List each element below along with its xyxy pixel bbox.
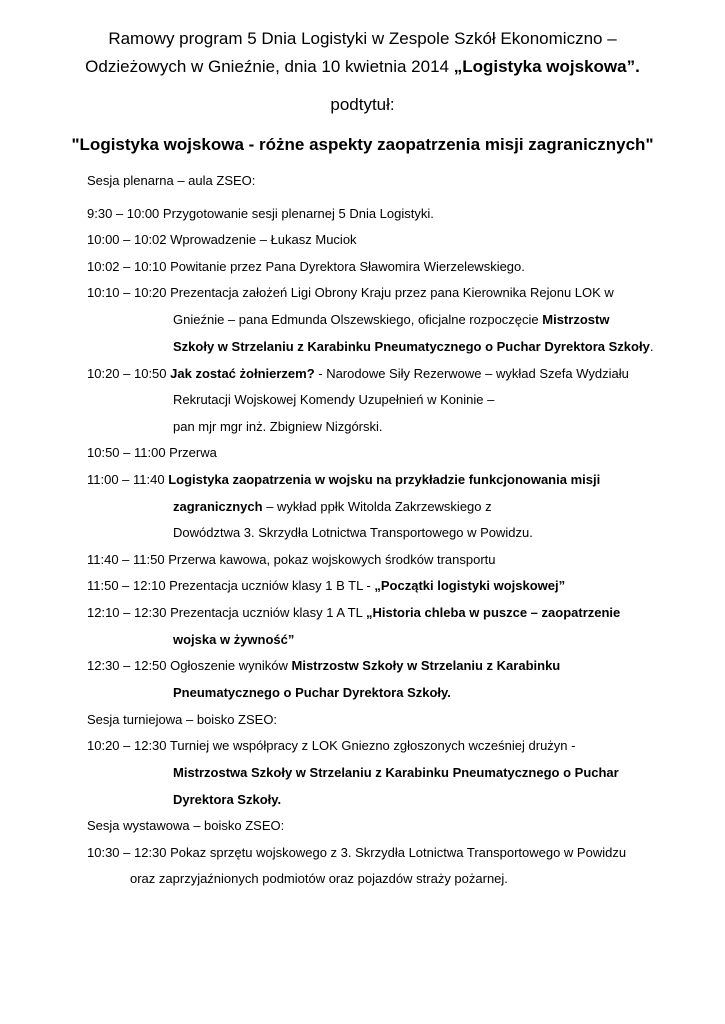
text-bold: „Historia chleba w puszce – zaopatrzenie — [365, 605, 621, 620]
text-plain: – wykład ppłk Witolda Zakrzewskiego z — [262, 499, 492, 514]
session-plenary-heading: Sesja plenarna – aula ZSEO: — [87, 173, 256, 188]
text-bold: Mistrzostwa Szkoły w Strzelaniu z Karabinku Pneumatycznego o Puchar — [173, 765, 619, 780]
text-bold: Dyrektora Szkoły. — [173, 792, 282, 807]
text-plain: 11:50 – 12:10 Prezentacja uczniów klasy 1 B TL - — [87, 578, 375, 593]
session-exhibition-heading: Sesja wystawowa – boisko ZSEO: — [87, 818, 285, 833]
program-item-continuation — [173, 499, 492, 515]
text-bold: „Początki logistyki wojskowej” — [374, 578, 566, 593]
program-item — [87, 658, 560, 674]
program-item-continuation — [173, 792, 281, 808]
text-plain: 11:00 – 11:40 — [87, 472, 169, 487]
subtitle-label: podtytuł: — [330, 95, 395, 114]
program-item: 11:40 – 11:50 Przerwa kawowa, pokaz wojskowych środków transportu — [87, 552, 496, 567]
text-bold: Mistrzostw — [542, 312, 610, 327]
program-item: 10:00 – 10:02 Wprowadzenie – Łukasz Muciok — [87, 232, 357, 247]
program-item: 10:50 – 11:00 Przerwa — [87, 445, 217, 460]
text-plain: - Narodowe Siły Rezerwowe – wykład Szefa Wydziału — [314, 366, 629, 381]
program-item — [87, 366, 629, 382]
program-item: 10:10 – 10:20 Prezentacja założeń Ligi Obrony Kraju przez pana Kierownika Rejonu LOK w — [87, 285, 614, 300]
program-item-continuation — [173, 339, 653, 355]
text-bold: Pneumatycznego o Puchar Dyrektora Szkoły. — [173, 685, 451, 700]
text-plain: 12:30 – 12:50 Ogłoszenie wyników — [87, 658, 292, 673]
title-line-2-plain: Odzieżowych w Gnieźnie, dnia 10 kwietnia 2014 — [85, 57, 454, 76]
title-line-2-bold: „Logistyka wojskowa”. — [453, 57, 640, 76]
program-item-continuation: oraz zaprzyjaźnionych podmiotów oraz pojazdów straży pożarnej. — [130, 871, 508, 886]
text-bold: wojska w żywność” — [173, 632, 295, 647]
program-item: 9:30 – 10:00 Przygotowanie sesji plenarnej 5 Dnia Logistyki. — [87, 206, 434, 221]
program-item — [87, 472, 600, 488]
program-item-continuation: pan mjr mgr inż. Zbigniew Nizgórski. — [173, 419, 383, 434]
program-item-continuation: Dowództwa 3. Skrzydła Lotnictwa Transportowego w Powidzu. — [173, 525, 533, 540]
title-line-1: Ramowy program 5 Dnia Logistyki w Zespole Szkół Ekonomiczno – — [108, 29, 617, 48]
text-bold: Mistrzostw Szkoły w Strzelaniu z Karabinku — [291, 658, 561, 673]
program-item-continuation: Rekrutacji Wojskowej Komendy Uzupełnień w Koninie – — [173, 392, 495, 407]
program-item-continuation — [173, 765, 619, 781]
text-bold: Jak zostać żołnierzem? — [170, 366, 315, 381]
program-item: 10:02 – 10:10 Powitanie przez Pana Dyrektora Sławomira Wierzelewskiego. — [87, 259, 525, 274]
text-plain: 12:10 – 12:30 Prezentacja uczniów klasy 1 A TL — [87, 605, 366, 620]
text-bold: Logistyka zaopatrzenia w wojsku na przykładzie funkcjonowania misji — [168, 472, 601, 487]
text-plain: . — [649, 339, 654, 354]
text-plain: 10:20 – 10:50 — [87, 366, 171, 381]
program-item-continuation — [173, 632, 294, 648]
title-line-2 — [0, 57, 725, 77]
program-item — [87, 578, 565, 594]
program-item-continuation — [173, 685, 451, 701]
session-tournament-heading: Sesja turniejowa – boisko ZSEO: — [87, 712, 278, 727]
program-item: 10:20 – 12:30 Turniej we współpracy z LOK Gniezno zgłoszonych wcześniej drużyn - — [87, 738, 576, 753]
program-item: 10:30 – 12:30 Pokaz sprzętu wojskowego z 3. Skrzydła Lotnictwa Transportowego w Powidzu — [87, 845, 627, 860]
subtitle: "Logistyka wojskowa - różne aspekty zaopatrzenia misji zagranicznych" — [71, 135, 654, 154]
text-plain: Gnieźnie – pana Edmunda Olszewskiego, oficjalne rozpoczęcie — [173, 312, 543, 327]
program-item-continuation — [173, 312, 609, 328]
text-bold: zagranicznych — [173, 499, 263, 514]
program-item — [87, 605, 620, 621]
text-bold: Szkoły w Strzelaniu z Karabinku Pneumatycznego o Puchar Dyrektora Szkoły — [173, 339, 650, 354]
